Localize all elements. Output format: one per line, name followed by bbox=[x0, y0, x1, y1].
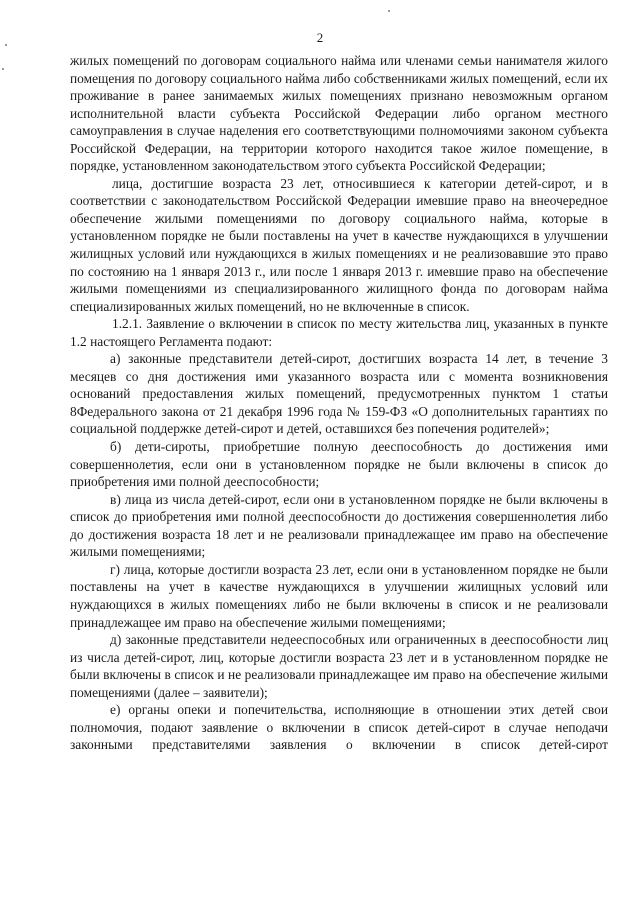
page-number: 2 bbox=[316, 30, 324, 45]
list-item-d: д) законные представители недееспособных или ограниченных в дееспособности лиц из числа детей-сирот, лиц, которые достигли возраста 23 лет и в установленном порядке не были включены в список и не реализовали принадлежащее им право на обеспечение жилыми помещениями (далее – заявители); bbox=[70, 632, 608, 700]
list-item-v: в) лица из числа детей-сирот, если они в установленном порядке не были включены в список до приобретения ими полной дееспособности до достижения совершеннолетия либо до достижения возраста 18 лет и не реализовали принадлежащее им право на обеспечение жилыми помещениями; bbox=[70, 491, 608, 560]
list-item-a: а) законные представители детей-сирот, достигших возраста 14 лет, в течение 3 месяцев со дня достижения ими указанного возраста или с момента возникновения оснований предоставления жилых помещений, предусмотренных пунктом 1 статьи 8Федерального закона от 21 декабря 1996 года № 159-ФЗ «О дополнительных гарантиях по социальной поддержке детей-сирот и детей, оставшихся без попечения родителей»; bbox=[70, 351, 608, 437]
list-item-e: е) органы опеки и попечительства, исполняющие в отношении этих детей свои полномочия, подают заявление о включении в список детей-сирот в случае неподачи законными представителями заявления о включении в список детей-сирот bbox=[70, 702, 608, 753]
document-body bbox=[70, 52, 608, 754]
list-item-g: г) лица, которые достигли возраста 23 лет, если они в установленном порядке не были поставлены на учет в качестве нуждающихся в улучшении жилищных условий или нуждающихся в жилых помещениях либо не были включены в список и не реализовали принадлежащее им право на обеспечение жилыми помещениями; bbox=[70, 561, 608, 630]
paragraph-clause-1-2-1: 1.2.1. Заявление о включении в список по месту жительства лиц, указанных в пункте 1.2 настоящего Регламента подают: bbox=[70, 316, 608, 349]
list-item-b: б) дети-сироты, приобретшие полную дееспособность до достижения ими совершеннолетия, если они в установленном порядке не были включены в список до приобретения ими полной дееспособности; bbox=[70, 439, 608, 490]
scan-speck bbox=[388, 10, 390, 12]
paragraph-persons-over-23: лица, достигшие возраста 23 лет, относившиеся к категории детей-сирот, и в соответствии с законодательством Российской Федерации имевшие право на внеочередное обеспечение жилыми помещениями по договору социального найма, которые в установленном порядке не были поставлены на учет в качестве нуждающихся в улучшении жилищных условий или нуждающихся в жилых помещениях и не реализовавшие это право по состоянию на 1 января 2013 г., или после 1 января 2013 г. имевшие право на обеспечение жилыми помещениями из специализированного жилищного фонда по договорам найма специализированных жилых помещений, но не включенные в список. bbox=[70, 175, 608, 314]
paragraph-continuation: жилых помещений по договорам социального найма или членами семьи нанимателя жилого помещения по договору социального найма либо собственниками жилых помещений, если их проживание в ранее занимаемых жилых помещениях признано невозможным органом исполнительной власти субъекта Российской Федерации либо органом местного самоуправления в случае наделения его соответствующими полномочиями законом субъекта Российской Федерации, на территории которого находится такое жилое помещение, в порядке, установленном законодательством этого субъекта Российской Федерации; bbox=[70, 53, 608, 174]
scan-speck bbox=[2, 68, 4, 70]
